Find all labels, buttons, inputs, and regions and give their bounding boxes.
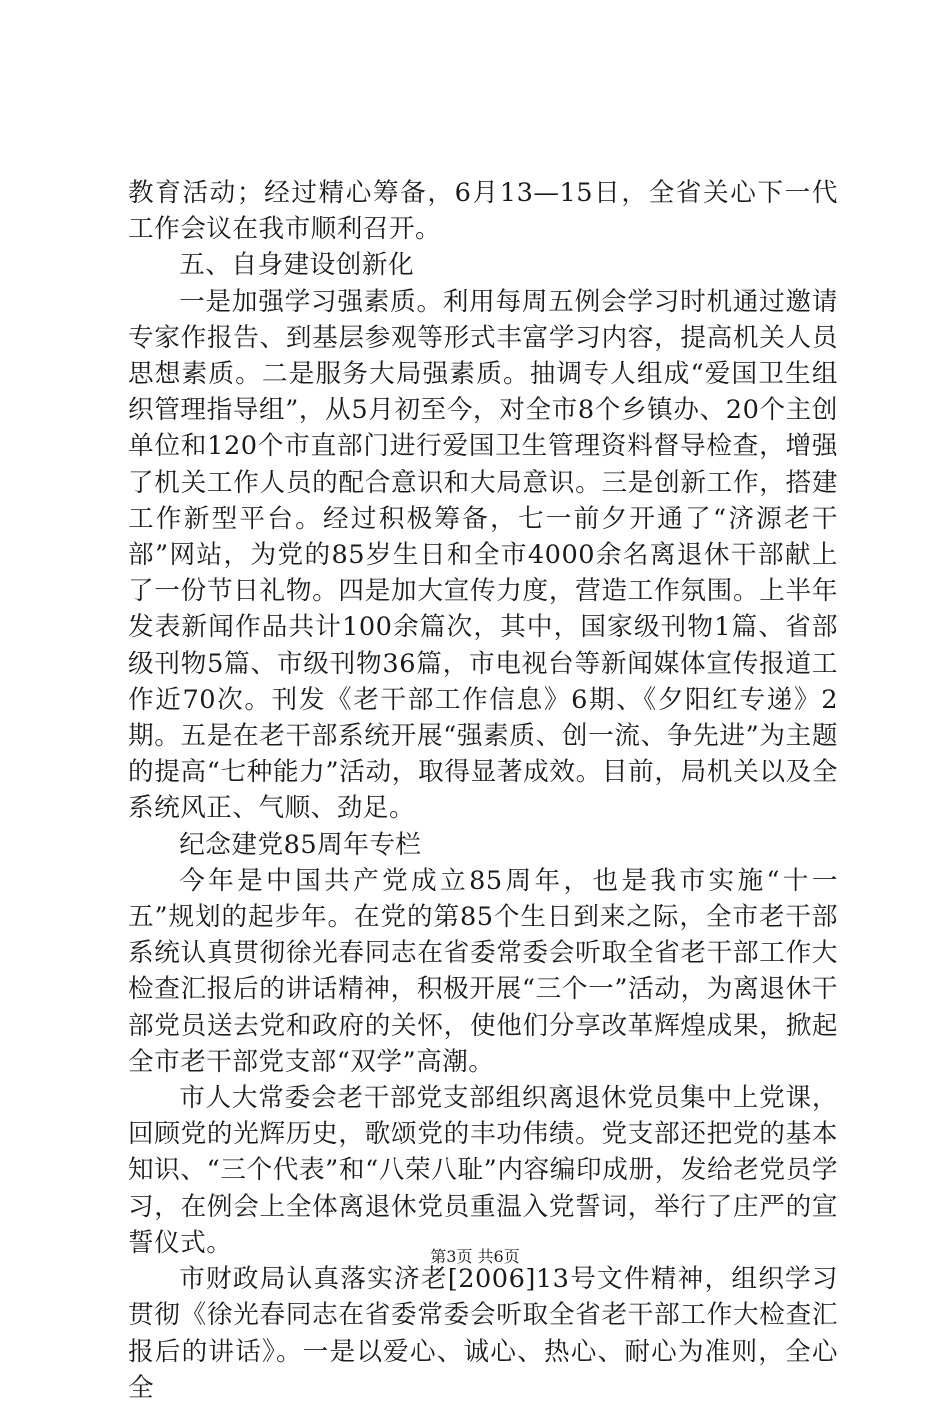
paragraph-2: 一是加强学习强素质。利用每周五例会学习时机通过邀请专家作报告、到基层参观等形式丰富学习内容，提高机关人员思想素质。二是服务大局强素质。抽调专人组成“爱国卫生组织管理指导组”，从5月初至今，对全市8个乡镇办、20个主创单位和120个市直部门进行爱国卫生管理资料督导检查，增强了机关工作人员的配合意识和大局意识。三是创新工作，搭建工作新型平台。经过积极筹备，七一前夕开通了“济源老干部”网站，为党的85岁生日和全市4000余名离退休干部献上了一份节日礼物。四是加大宣传力度，营造工作氛围。上半年发表新闻作品共计100余篇次，其中，国家级刊物1篇、省部级刊物5篇、市级刊物36篇，市电视台等新闻媒体宣传报道工作近70次。刊发《老干部工作信息》6期、《夕阳红专递》2期。五是在老干部系统开展“强素质、创一流、争先进”为主题的提高“七种能力”活动，取得显著成效。目前，局机关以及全系统风正、气顺、劲足。 bbox=[128, 286, 838, 824]
document-body bbox=[128, 175, 838, 1406]
section-heading-self-construction: 五、自身建设创新化 bbox=[179, 250, 415, 281]
paragraph-1: 教育活动；经过精心筹备，6月13—15日，全省关心下一代工作会议在我市顺利召开。 bbox=[128, 178, 838, 245]
paragraph-5: 市财政局认真落实济老[2006]13号文件精神，组织学习贯彻《徐光春同志在省委常委会听取全省老干部工作大检查汇报后的讲话》。一是以爱心、诚心、热心、耐心为准则，全心全 bbox=[128, 1264, 838, 1403]
page-footer: 第3页 共6页 bbox=[430, 1247, 520, 1266]
paragraph-3: 今年是中国共产党成立85周年，也是我市实施“十一五”规划的起步年。在党的第85个生日到来之际，全市老干部系统认真贯彻徐光春同志在省委常委会听取全省老干部工作大检查汇报后的讲话精神，积极开展“三个一”活动，为离退休干部党员送去党和政府的关怀，使他们分享改革辉煌成果，掀起全市老干部党支部“双学”高潮。 bbox=[128, 865, 838, 1077]
paragraph-4: 市人大常委会老干部党支部组织离退休党员集中上党课，回顾党的光辉历史，歌颂党的丰功伟绩。党支部还把党的基本知识、“三个代表”和“八荣八耻”内容编印成册，发给老党员学习，在例会上全体离退休党员重温入党誓词，举行了庄严的宣誓仪式。 bbox=[128, 1083, 838, 1258]
section-heading-anniversary-column: 纪念建党85周年专栏 bbox=[179, 829, 422, 860]
